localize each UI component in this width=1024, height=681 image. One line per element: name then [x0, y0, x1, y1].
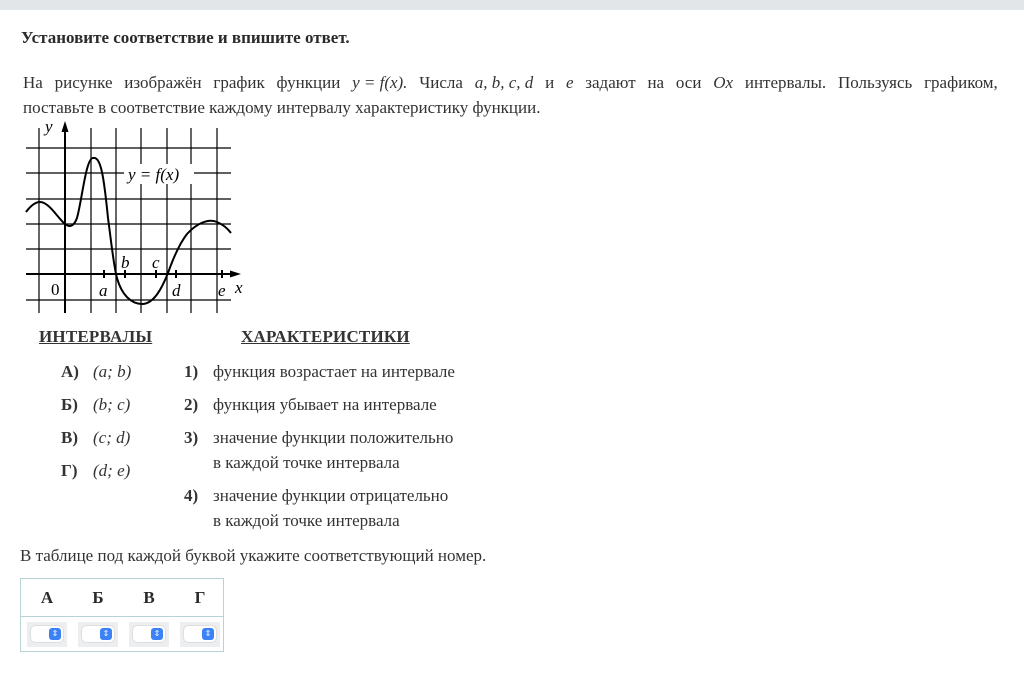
- word: изображён: [124, 73, 202, 92]
- word: Пользуясь: [837, 73, 913, 92]
- point-e-label: e: [218, 281, 226, 300]
- point-a-label: a: [99, 281, 108, 300]
- word: графиком,: [924, 73, 998, 92]
- interval-letter: Б): [61, 395, 78, 414]
- characteristic-text: функция возрастает на интервале: [213, 362, 455, 381]
- function-notation: y = f(x).: [352, 73, 408, 92]
- word: и: [545, 73, 555, 92]
- answer-select-v[interactable]: [133, 626, 165, 642]
- updown-chevron-icon[interactable]: ⇕: [151, 628, 163, 640]
- task-title: Установите соответствие и впишите ответ.: [21, 28, 350, 47]
- characteristics-header: ХАРАКТЕРИСТИКИ: [241, 327, 410, 346]
- answer-select-a[interactable]: [31, 626, 63, 642]
- point-c-label: c: [152, 253, 160, 272]
- description-line-2: поставьте в соответствие каждому интервалу характеристику функции.: [23, 98, 541, 117]
- interval-value: (c; d): [93, 428, 131, 447]
- word: функции: [276, 73, 341, 92]
- point-d-label: d: [172, 281, 181, 300]
- interval-letter: В): [61, 428, 78, 447]
- updown-chevron-icon[interactable]: ⇕: [49, 628, 61, 640]
- x-axis-label: x: [235, 278, 243, 297]
- interval-item: [61, 395, 130, 415]
- characteristic-number: 1): [184, 362, 199, 381]
- characteristic-line: в каждой точке интервала: [213, 453, 400, 472]
- answer-table: [20, 578, 224, 652]
- answer-cell-a: [27, 622, 67, 647]
- point-b-label: b: [121, 253, 130, 272]
- word: рисунке: [54, 73, 113, 92]
- interval-value: (d; e): [93, 461, 131, 480]
- answer-cell-g: [180, 622, 220, 647]
- updown-chevron-icon[interactable]: ⇕: [100, 628, 112, 640]
- characteristic-text: [213, 483, 448, 533]
- characteristic-number: 3): [184, 428, 199, 447]
- characteristic-item: [184, 425, 453, 475]
- column-header-b: Б: [92, 588, 104, 607]
- axis-ox: Ox: [713, 73, 734, 92]
- interval-item: [61, 362, 131, 382]
- points-list: a, b, c, d: [474, 73, 534, 92]
- word: На: [23, 73, 43, 92]
- word: Числа: [419, 73, 463, 92]
- characteristic-line: в каждой точке интервала: [213, 511, 400, 530]
- interval-letter: Г): [61, 461, 78, 480]
- function-graph: [24, 118, 249, 313]
- word: график: [213, 73, 265, 92]
- column-header-a: А: [40, 588, 54, 607]
- interval-value: (b; c): [93, 395, 131, 414]
- interval-letter: А): [61, 362, 79, 381]
- answer-select-g[interactable]: [184, 626, 216, 642]
- interval-item: [61, 461, 130, 481]
- answer-instruction: В таблице под каждой буквой укажите соответствующий номер.: [20, 546, 487, 565]
- characteristic-text: [213, 425, 453, 475]
- characteristic-line: значение функции отрицательно: [213, 486, 449, 505]
- column-header-g: Г: [194, 588, 206, 607]
- characteristic-item: [184, 392, 437, 417]
- characteristic-line: значение функции положительно: [213, 428, 454, 447]
- answer-cell-v: [129, 622, 169, 647]
- word: интервалы.: [744, 73, 827, 92]
- updown-chevron-icon[interactable]: ⇕: [202, 628, 214, 640]
- characteristic-number: 2): [184, 395, 199, 414]
- intervals-header: ИНТЕРВАЛЫ: [39, 327, 153, 346]
- y-axis-arrow-icon: [62, 121, 69, 132]
- answer-table-header: [21, 579, 223, 617]
- characteristic-item: [184, 483, 448, 533]
- interval-item: [61, 428, 130, 448]
- point-e: e: [565, 73, 574, 92]
- column-header-v: В: [143, 588, 155, 607]
- origin-label: 0: [51, 280, 60, 299]
- word: задают: [585, 73, 636, 92]
- word: на: [647, 73, 665, 92]
- characteristic-text: функция убывает на интервале: [213, 395, 437, 414]
- x-axis-arrow-icon: [230, 271, 241, 278]
- characteristic-item: [184, 359, 455, 384]
- top-bar: [0, 0, 1024, 10]
- function-label: y = f(x): [128, 165, 180, 184]
- answer-select-b[interactable]: [82, 626, 114, 642]
- y-axis-label: y: [45, 118, 53, 136]
- answer-cell-b: [78, 622, 118, 647]
- word: оси: [675, 73, 702, 92]
- task-description: [23, 70, 998, 120]
- interval-value: (a; b): [93, 362, 132, 381]
- description-line-1: [23, 70, 998, 95]
- characteristic-number: 4): [184, 486, 199, 505]
